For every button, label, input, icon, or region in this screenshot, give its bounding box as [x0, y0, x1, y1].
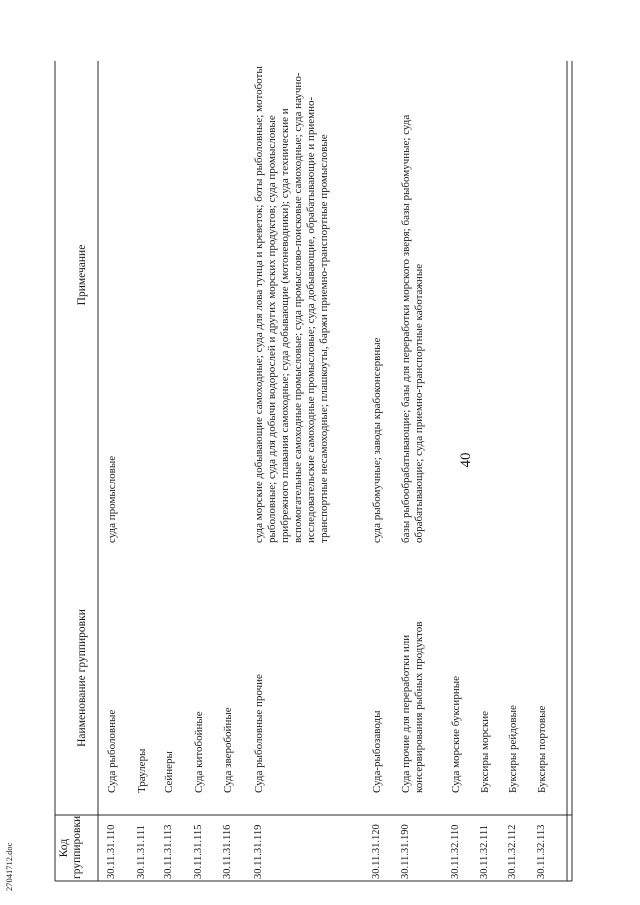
row-name: Буксиры портовые — [536, 705, 548, 793]
row-name: Суда-рыбозаводы — [371, 710, 383, 793]
row-name: Суда рыболовные — [106, 709, 118, 793]
row-code: 30.11.31.115 — [193, 824, 204, 879]
row-code: 30.11.31.120 — [371, 824, 382, 879]
row-code: 30.11.32.112 — [507, 824, 518, 879]
row-code: 30.11.31.116 — [222, 824, 233, 879]
row-name: Траулеры — [136, 748, 148, 793]
row-name: Суда зверобойные — [222, 707, 234, 793]
document-id: 27041712.doc — [4, 842, 14, 891]
row-name: Буксиры рейдовые — [507, 705, 519, 793]
row-code: 30.11.31.119 — [253, 824, 264, 879]
row-name: Буксиры морские — [479, 711, 491, 793]
row-note: базы рыбообрабатывающие; базы для переработки морского зверя; базы рыбомучные; суда обрабатывающие; суда приемно-транспортные каботажные — [400, 114, 425, 543]
row-note: суда рыбомучные; заводы крабоконсервные — [371, 337, 383, 543]
row-name: Суда китобойные — [193, 711, 205, 793]
row-name: Суда рыболовные прочие — [253, 674, 265, 793]
row-code: 30.11.32.110 — [450, 824, 461, 879]
row-name: Суда морские буксирные — [450, 676, 462, 793]
row-code: 30.11.32.113 — [536, 824, 547, 879]
header-note: Примечание — [76, 244, 88, 306]
header-name: Наименование группировки — [76, 609, 88, 747]
row-note: суда промысловые — [106, 455, 118, 543]
row-code: 30.11.31.113 — [163, 824, 174, 879]
row-note: суда морские добывающие самоходные; суда для лова тунца и креветок; боты рыболовные; мотоботы рыболовные; суда для добычи водорослей и других морских продуктов; суда промысловые прибрежного плавания самоходные; суда добывающие (мотоневодники); суда технические и вспомогательные самоходные промысловые; суда промыслово-поисковые самоходные; суда научно-исследовательские самоходные промысловые; суда добывающие, обрабатывающие и приемно-транспортные несамоходные; плашкоуты, баржи приемно-транспортные промысловые — [253, 66, 330, 543]
row-name: Суда прочие для переработки или консервирования рыбных продуктов — [400, 621, 425, 793]
row-code: 30.11.31.190 — [400, 824, 411, 879]
row-code: 30.11.31.110 — [106, 824, 117, 879]
row-code: 30.11.31.111 — [136, 825, 147, 879]
row-name: Сейнеры — [163, 751, 175, 793]
row-code: 30.11.32.111 — [479, 825, 490, 879]
header-code: Код группировки — [58, 815, 83, 879]
page-number: 40 — [458, 452, 474, 468]
